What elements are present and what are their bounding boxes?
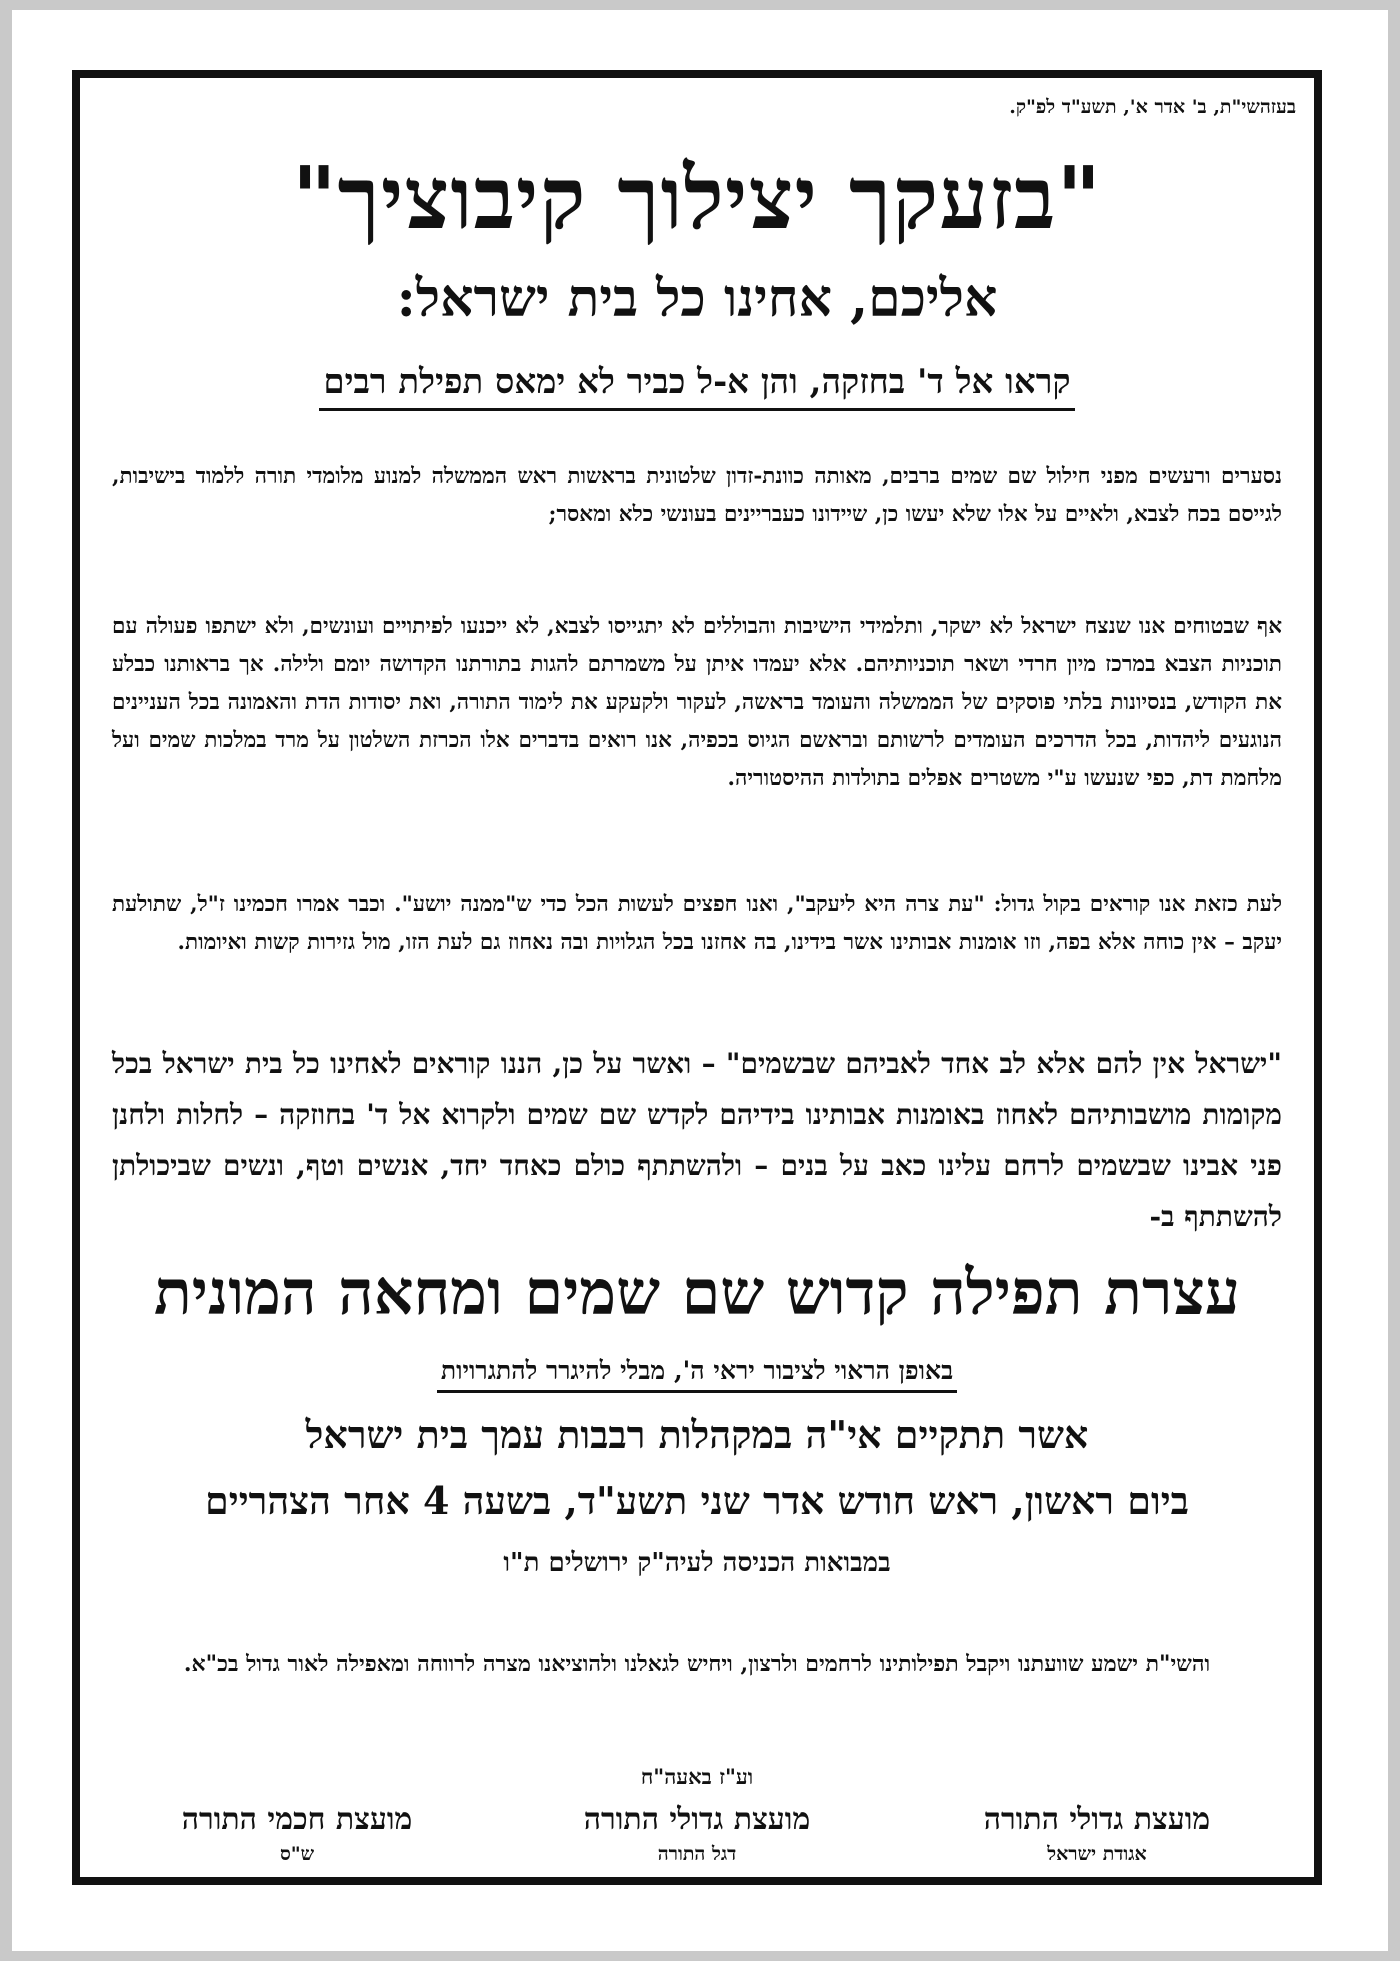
poster-subtitle: אליכם, אחינו כל בית ישראל: xyxy=(396,268,998,329)
signatory-name: מועצת חכמי התורה xyxy=(181,1802,413,1837)
signatory-name: מועצת גדולי התורה xyxy=(583,1802,811,1837)
event-line-2: ביום ראשון, ראש חודש אדר שני תשע"ד, בשעה 4 אחר הצהריים xyxy=(205,1478,1189,1523)
event-note-text: באופן הראוי לציבור יראי ה', מבלי להיגרר להתגרויות xyxy=(437,1356,957,1393)
signatory-org: דגל התורה xyxy=(657,1843,737,1865)
paragraph-3: לעת כזאת אנו קוראים בקול גדול: "עת צרה היא ליעקב", ואנו חפצים לעשות הכל כדי ש"ממנה יושע". וכבר אמרו חכמינו ז"ל, שתולעת יעקב – אין כוחה אלא בפה, וזו אומנות אבותינו אשר בידינו, בה אחזנו בכל הגלויות ובה נאחוז גם לעת הזו, מול גזירות קשות ואיומות. xyxy=(112,892,1282,955)
event-line-3: במבואות הכניסה לעיה"ק ירושלים ת"ו xyxy=(503,1548,891,1578)
on-behalf-line: וע"ז באעה"ח xyxy=(640,1764,754,1789)
paragraph-1: נסערים ורעשים מפני חילול שם שמים ברבים, מאותה כוונת-זדון שלטונית בראשות ראש הממשלה למנוע מלומדי תורה ללמוד בישיבות, לגייסם בכח לצבא, ולאיים על אלו שלא יעשו כן, שיידונו כעבריינים בעונשי כלא ומאסר; xyxy=(112,464,1282,527)
signatories xyxy=(100,1802,1294,1866)
signatory-org: אגודת ישראל xyxy=(1047,1843,1147,1865)
closing-blessing: והשי"ת ישמע שוועתנו ויקבל תפילותינו לרחמים ולרצון, ויחיש לגאלנו ולהוציאנו מצרה לרווחה ומאפילה לאור גדול בכ"א. xyxy=(183,1651,1211,1677)
event-line-1: אשר תתקיים אי"ה במקהלות רבבות עמך בית ישראל xyxy=(305,1412,1089,1457)
tagline-text: קראו אל ד' בחזקה, והן א-ל כביר לא ימאס תפילת רבים xyxy=(319,362,1074,411)
paragraph-4: "ישראל אין להם אלא לב אחד לאביהם שבשמים" – ואשר על כן, הננו קוראים לאחינו כל בית ישראל בכל מקומות מושבותיהם לאחוז באומנות אבותינו בידיהם לקדש שם שמים ולקרוא אל ד' בחוזקה – לחלות ולחנן פני אבינו שבשמים לרחם עלינו כאב על בנים – ולהשתתף כולם כאחד יחד, אנשים וטף, ונשים שביכולתן להשתתף ב- xyxy=(112,1047,1282,1233)
signatory-org: ש"ס xyxy=(279,1843,315,1865)
page-background xyxy=(12,10,1388,1951)
event-note xyxy=(80,1356,1314,1393)
signatory xyxy=(900,1802,1294,1866)
poster-title: "בזעקך יצילוך קיבוציך" xyxy=(291,148,1103,249)
event-title: עצרת תפילה קדוש שם שמים ומחאה המונית xyxy=(153,1256,1241,1329)
signatory xyxy=(100,1802,494,1866)
date-line: בעזהשי"ת, ב' אדר א', תשע"ד לפ"ק. xyxy=(1009,96,1296,118)
paragraph-2: אף שבטוחים אנו שנצח ישראל לא ישקר, ותלמידי הישיבות והבוללים לא יתגייסו לצבא, לא ייכנעו לפיתויים ועונשים, ולא ישתפו פעולה עם תוכניות הצבא במרכז מיון חרדי ושאר תוכניותיהם. אלא יעמדו איתן על משמרתם להגות בתורתנו הקדושה יומם ולילה. אך בראותנו כבלע את הקודש, בנסיונות בלתי פוסקים של הממשלה והעומד בראשה, לעקור ולקעקע את לימוד התורה, ואת יסודות הדת והאמונה בכל העניינים הנוגעים ליהדות, בכל הדרכים העומדים לרשותם ובראשם הגיוס בכפיה, אנו רואים בדברים אלו הכרזת השלטון על מרד במלכות שמים ועל מלחמת דת, כפי שנעשו ע"י משטרים אפלים בתולדות ההיסטוריה. xyxy=(112,614,1282,791)
tagline xyxy=(80,362,1314,411)
poster-frame xyxy=(72,70,1322,1885)
signatory xyxy=(500,1802,894,1866)
signatory-name: מועצת גדולי התורה xyxy=(983,1802,1211,1837)
